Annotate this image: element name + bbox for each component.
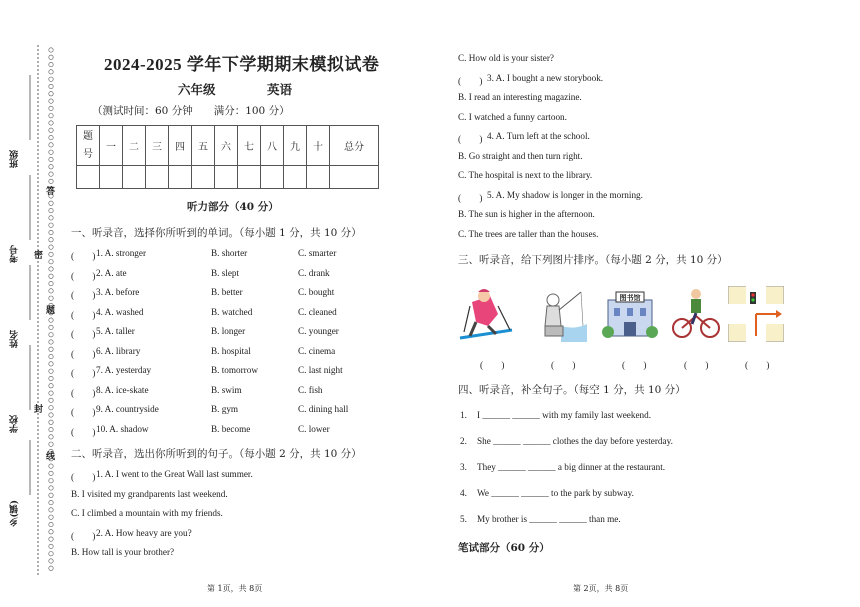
- answer-blank[interactable]: ( ): [71, 348, 96, 359]
- option-b: B. shorter: [211, 248, 248, 258]
- score-col: 三: [146, 126, 169, 166]
- answer-blank[interactable]: ( ): [71, 368, 96, 378]
- option-c: C. last night: [298, 365, 343, 375]
- answer-blank[interactable]: ( ): [745, 360, 770, 370]
- sentence-option: C. How old is your sister?: [458, 53, 554, 63]
- sentence-option: 4. A. Turn left at the school.: [487, 131, 590, 141]
- answer-blank[interactable]: ( ): [622, 360, 647, 370]
- option-b: B. tomorrow: [211, 365, 258, 375]
- part4-heading: 四、听录音，补全句子。（每空 1 分，共 10 分）: [458, 384, 686, 396]
- option-b: B. gym: [211, 404, 239, 414]
- answer-blank[interactable]: ( ): [71, 290, 96, 300]
- option-c: C. dining hall: [298, 404, 349, 414]
- skier-image: [458, 286, 514, 342]
- score-total-col: 总分: [330, 126, 379, 166]
- option-b: B. watched: [211, 306, 253, 317]
- option-c: C. younger: [298, 326, 339, 336]
- answer-blank[interactable]: ( ): [684, 360, 709, 370]
- option-c: C. cinema: [298, 345, 336, 356]
- answer-blank[interactable]: ( ): [71, 270, 96, 281]
- score-cell[interactable]: [215, 166, 238, 189]
- library-image: [602, 286, 658, 342]
- score-table-header: 题 号: [77, 126, 100, 166]
- option-c: C. smarter: [298, 248, 337, 258]
- cut-char: 题: [46, 306, 56, 316]
- answer-blank[interactable]: ( ): [71, 309, 96, 320]
- score-col: 八: [261, 126, 284, 166]
- option-b: B. longer: [211, 326, 246, 336]
- fill-sentence[interactable]: She ______ ______ clothes the day before yesterday.: [477, 436, 673, 446]
- score-col: 四: [169, 126, 192, 166]
- score-cell[interactable]: [192, 166, 215, 189]
- answer-blank[interactable]: ( ): [551, 360, 576, 370]
- item-number: 4.: [460, 488, 467, 498]
- answer-blank[interactable]: ( ): [71, 407, 96, 417]
- answer-blank[interactable]: ( ): [480, 360, 505, 370]
- score-cell[interactable]: [100, 166, 123, 189]
- fill-sentence[interactable]: My brother is ______ ______ than me.: [477, 514, 621, 524]
- cut-char: 线: [46, 452, 56, 462]
- option-a: 2. A. ate: [96, 267, 127, 278]
- option-a: 4. A. washed: [96, 306, 144, 317]
- sentence-option: C. The trees are taller than the houses.: [458, 228, 599, 239]
- page-footer-left: 第 1页，共 8页: [207, 584, 263, 593]
- sentence-option: 2. A. How heavy are you?: [96, 527, 192, 538]
- fill-sentence[interactable]: They ______ ______ a big dinner at the restaurant.: [477, 462, 666, 472]
- score-table: [76, 125, 379, 189]
- option-c: C. cleaned: [298, 306, 337, 317]
- score-cell[interactable]: [284, 166, 307, 189]
- crossroad-image: [728, 286, 784, 342]
- score-cell[interactable]: [169, 166, 192, 189]
- sentence-option: B. I visited my grandparents last weekend.: [71, 488, 228, 499]
- score-col: 五: [192, 126, 215, 166]
- part1-heading: 一、听录音，选择你所听到的单词。（每小题 1 分，共 10 分）: [71, 227, 362, 239]
- test-info: （测试时间：60 分钟 满分：100 分）: [92, 105, 290, 117]
- score-col: 二: [123, 126, 146, 166]
- score-cell[interactable]: [123, 166, 146, 189]
- option-a: 5. A. taller: [96, 326, 135, 336]
- option-c: C. lower: [298, 423, 330, 434]
- name-field-label: 姓名: [10, 330, 20, 348]
- option-a: 1. A. stronger: [96, 248, 147, 258]
- page-footer-right: 第 2页，共 8页: [573, 584, 629, 593]
- score-cell[interactable]: [261, 166, 284, 189]
- answer-blank[interactable]: ( ): [71, 329, 96, 339]
- sentence-option: C. I watched a funny cartoon.: [458, 111, 567, 122]
- cut-char: 封: [34, 405, 44, 415]
- fill-sentence[interactable]: We ______ ______ to the park by subway.: [477, 488, 634, 498]
- answer-blank[interactable]: ( ): [71, 387, 96, 398]
- option-c: C. fish: [298, 384, 323, 395]
- option-a: 6. A. library: [96, 345, 141, 356]
- answer-blank[interactable]: ( ): [71, 426, 96, 437]
- listening-heading: 听力部分（40 分）: [187, 201, 279, 213]
- option-b: B. slept: [211, 267, 240, 278]
- score-cell[interactable]: [146, 166, 169, 189]
- sentence-option: 3. A. I bought a new storybook.: [487, 72, 604, 83]
- score-col: 一: [100, 126, 123, 166]
- item-number: 5.: [460, 514, 467, 524]
- option-a: 3. A. before: [96, 287, 140, 297]
- score-cell[interactable]: [77, 166, 100, 189]
- class-field-label: 班级: [10, 150, 20, 168]
- option-a: 10. A. shadow: [96, 423, 149, 434]
- sentence-option: C. The hospital is next to the library.: [458, 170, 593, 180]
- item-number: 2.: [460, 436, 467, 446]
- score-col: 九: [284, 126, 307, 166]
- option-a: 7. A. yesterday: [96, 365, 152, 375]
- option-c: C. drank: [298, 267, 330, 278]
- school-field-label: 学校: [10, 415, 20, 433]
- score-cell[interactable]: [238, 166, 261, 189]
- score-col: 十: [307, 126, 330, 166]
- exam-number-field-label: 考号: [10, 245, 20, 263]
- answer-blank[interactable]: ( ): [458, 192, 483, 203]
- option-b: B. become: [211, 423, 251, 434]
- answer-blank[interactable]: ( ): [71, 530, 96, 541]
- page-title: 2024-2025 学年下学期期末模拟试卷: [104, 55, 380, 74]
- option-a: 8. A. ice-skate: [96, 384, 149, 395]
- score-cell[interactable]: [330, 166, 379, 189]
- option-b: B. better: [211, 287, 243, 297]
- option-b: B. hospital: [211, 345, 251, 356]
- answer-blank[interactable]: ( ): [458, 134, 483, 144]
- sentence-option: B. The sun is higher in the afternoon.: [458, 209, 595, 219]
- sentence-option: 1. A. I went to the Great Wall last summer.: [96, 469, 253, 479]
- cut-char: 答: [46, 187, 56, 197]
- score-col: 六: [215, 126, 238, 166]
- written-heading: 笔试部分（60 分）: [458, 542, 550, 554]
- score-col: 七: [238, 126, 261, 166]
- fill-sentence[interactable]: I ______ ______ with my family last weekend.: [477, 410, 652, 420]
- option-a: 9. A. countryside: [96, 404, 159, 414]
- sentence-option: 5. A. My shadow is longer in the morning.: [487, 189, 643, 200]
- sentence-option: B. Go straight and then turn right.: [458, 150, 583, 161]
- library-sign-text: 图书馆: [619, 294, 641, 302]
- part2-heading: 二、听录音，选出你所听到的句子。（每小题 2 分，共 10 分）: [71, 448, 362, 460]
- subject-label: 英语: [267, 82, 293, 97]
- item-number: 1.: [460, 410, 467, 420]
- grade-label: 六年级: [178, 82, 216, 97]
- answer-blank[interactable]: ( ): [71, 472, 96, 482]
- sentence-option: C. I climbed a mountain with my friends.: [71, 508, 223, 518]
- cyclist-image: [668, 286, 724, 342]
- town-field-label: 乡(镇): [10, 500, 20, 527]
- option-c: C. bought: [298, 287, 335, 297]
- sentence-option: B. I read an interesting magazine.: [458, 92, 582, 102]
- fisherman-image: [531, 286, 587, 342]
- item-number: 3.: [460, 462, 467, 472]
- sentence-option: B. How tall is your brother?: [71, 547, 175, 557]
- score-cell[interactable]: [307, 166, 330, 189]
- part3-heading: 三、听录音，给下列图片排序。（每小题 2 分，共 10 分）: [458, 254, 728, 266]
- answer-blank[interactable]: ( ): [458, 75, 483, 86]
- option-b: B. swim: [211, 384, 242, 395]
- answer-blank[interactable]: ( ): [71, 251, 96, 261]
- cut-char: 密: [34, 251, 44, 261]
